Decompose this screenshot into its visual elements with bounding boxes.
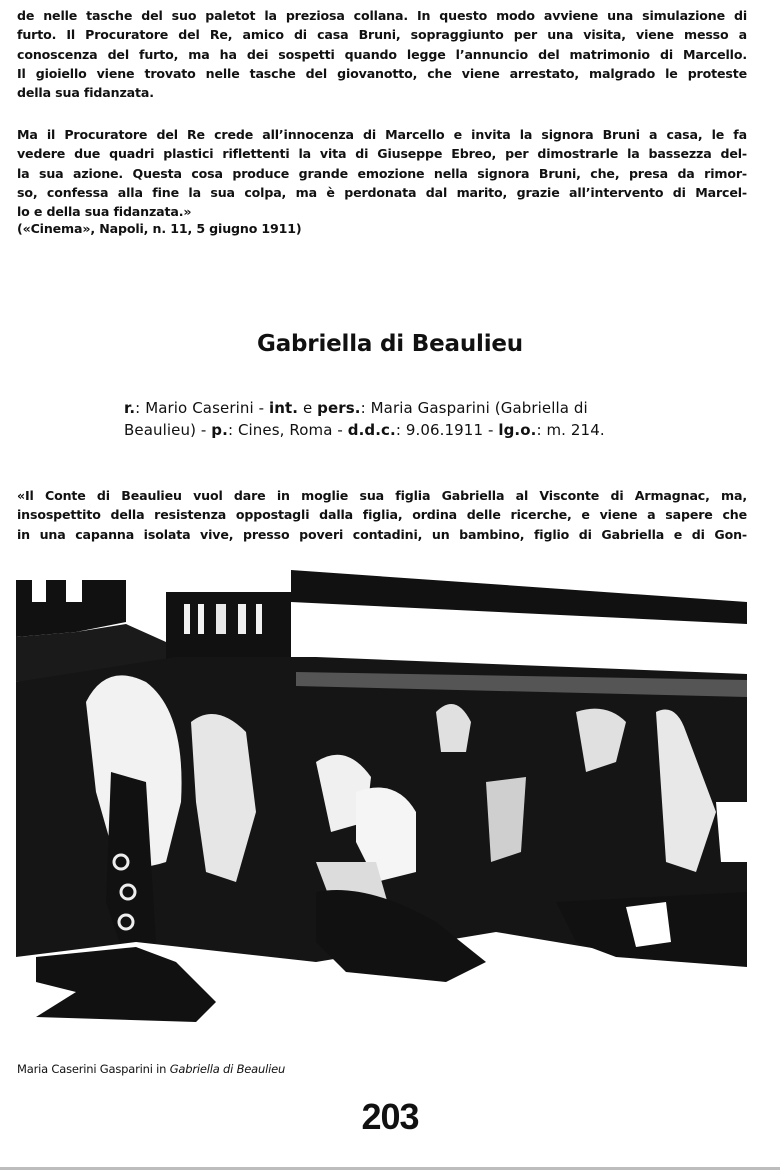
credit-label-lgo: lg.o. <box>498 420 537 439</box>
text-line: furto. Il Procuratore del Re, amico di casa Bruni, sopraggiunto per una visita, viene messo a <box>17 27 747 43</box>
credit-value-pers-cont: Beaulieu) - <box>124 420 212 439</box>
text-line: vedere due quadri plastici riflettenti la vita di Giuseppe Ebreo, per dimostrarle la bassezza del- <box>17 146 747 162</box>
entry-synopsis <box>17 486 747 544</box>
credit-label-pers: pers. <box>317 399 361 417</box>
entry-title: Gabriella di Beaulieu <box>257 331 523 357</box>
text-line: Il gioiello viene trovato nelle tasche del giovanotto, che viene arrestato, malgrado le proteste <box>17 65 747 81</box>
photo-caption <box>17 1062 285 1076</box>
caption-text: Maria Caserini Gasparini in <box>17 1062 170 1076</box>
credit-label-ddc: d.d.c. <box>347 420 396 439</box>
previous-entry-paragraph-1 <box>17 6 747 102</box>
source-citation: («Cinema», Napoli, n. 11, 5 giugno 1911) <box>17 221 302 236</box>
text-line: so, confessa alla fine la sua colpa, ma è perdonata dal marito, grazie all’intervento di Marcel- <box>17 184 747 200</box>
credit-label-director: r. <box>124 399 136 417</box>
credit-label-int: int. <box>268 399 299 417</box>
film-still-photo <box>16 562 747 1032</box>
credit-value-director: : Mario Caserini - <box>135 399 269 417</box>
credit-connector: e <box>298 399 318 417</box>
text-line: Ma il Procuratore del Re crede all’innocenza di Marcello e invita la signora Bruni a casa, le fa <box>17 127 747 142</box>
credit-value-lgo: : m. 214. <box>536 420 605 439</box>
credit-value-pers: : Maria Gasparini (Gabriella di <box>360 399 588 417</box>
text-line: de nelle tasche del suo paletot la preziosa collana. In questo modo avviene una simulazione di <box>17 8 747 23</box>
text-line: in una capanna isolata vive, presso poveri contadini, un bambino, figlio di Gabriella e di Gon- <box>17 526 747 542</box>
caption-film-title: Gabriella di Beaulieu <box>169 1062 286 1076</box>
credit-value-ddc: : 9.06.1911 - <box>395 420 499 439</box>
text-line: lo e della sua fidanzata.» <box>17 204 192 220</box>
text-line: la sua azione. Questa cosa produce grande emozione nella signora Bruni, che, presa da rimor- <box>17 165 747 181</box>
entry-credits <box>124 398 684 441</box>
previous-entry-paragraph-2 <box>17 125 747 221</box>
page-number: 203 <box>361 1096 419 1137</box>
text-line: della sua fidanzata. <box>17 85 154 101</box>
text-line: insospettito della resistenza oppostagli dalla figlia, ordina delle ricerche, e viene a sapere che <box>17 507 747 523</box>
text-line: «Il Conte di Beaulieu vuol dare in moglie sua figlia Gabriella al Visconte di Armagnac, ma, <box>17 488 747 503</box>
credit-label-producer: p. <box>211 420 228 439</box>
text-line: conoscenza del furto, ma ha dei sospetti quando legge l’annuncio del matrimonio di Marcello. <box>17 46 747 62</box>
credit-value-producer: : Cines, Roma - <box>227 420 348 439</box>
